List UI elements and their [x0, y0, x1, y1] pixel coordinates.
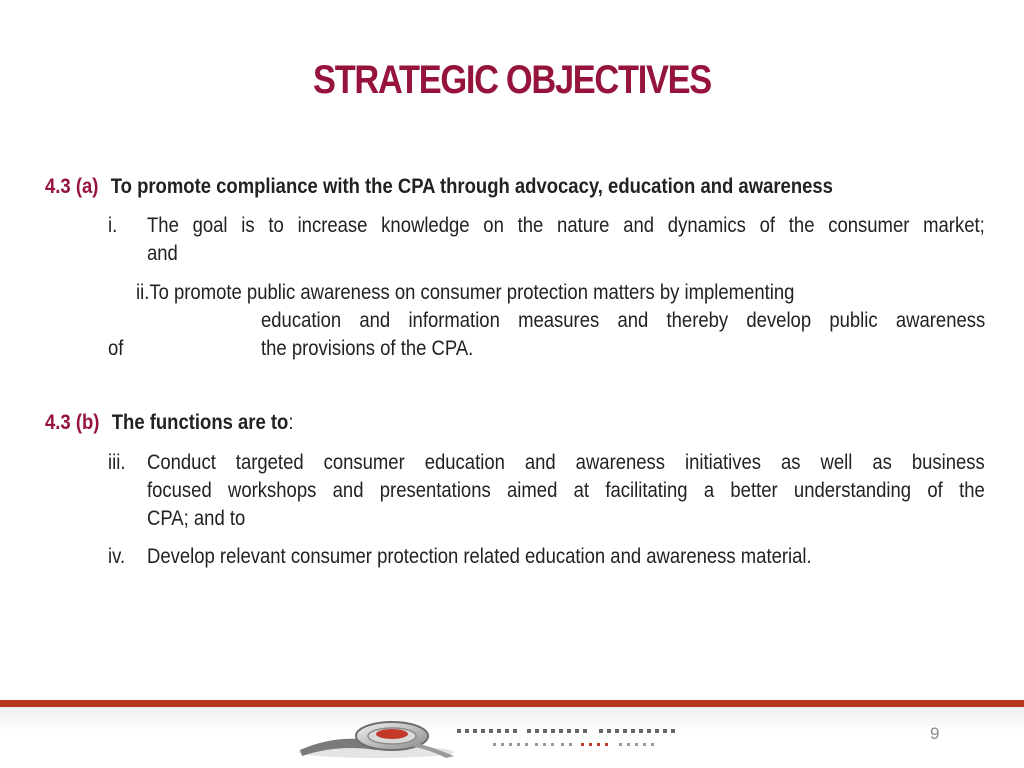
- section-a-number: 4.3 (a): [45, 175, 99, 198]
- page-number: 9: [930, 724, 940, 743]
- item-ii-line-2: education and information measures and thereby develop public awareness: [261, 309, 986, 332]
- nc-wordmark-icon: [455, 725, 710, 753]
- item-iv-marker: iv.: [108, 545, 126, 568]
- item-iv-line-1: Develop relevant consumer protection related education and awareness material.: [147, 545, 812, 568]
- section-a-heading: [45, 175, 940, 199]
- item-iii-line-1: Conduct targeted consumer education and awareness initiatives as well as business: [147, 451, 985, 474]
- item-iii-line-2: focused workshops and presentations aimed at facilitating a better understanding of the: [147, 479, 985, 502]
- nc-logo-icon: [296, 716, 456, 764]
- section-b-colon: :: [288, 411, 294, 434]
- item-iii-line-3: CPA; and to: [147, 507, 246, 530]
- item-iii-marker: iii.: [108, 451, 126, 474]
- section-b-number: 4.3 (b): [45, 411, 100, 434]
- item-i-text: [147, 212, 985, 268]
- section-b-title: The functions are to: [111, 411, 289, 434]
- item-ii-text: [136, 279, 986, 307]
- item-ii-of: of: [108, 337, 124, 360]
- item-iv-text: [147, 543, 985, 571]
- item-ii-line-3: the provisions of the CPA.: [261, 337, 474, 360]
- section-b-heading: [45, 411, 327, 435]
- item-i-line-1: The goal is to increase knowledge on the nature and dynamics of the consumer market;: [147, 214, 985, 237]
- item-i-marker: i.: [108, 214, 118, 237]
- slide-title: STRATEGIC OBJECTIVES: [313, 58, 711, 102]
- footer-accent-bar: [0, 700, 1024, 707]
- item-i-line-2: and: [147, 242, 178, 265]
- item-ii-continued: [261, 307, 985, 363]
- item-iii-text: [147, 449, 985, 533]
- item-ii-line-1: ii.To promote public awareness on consumer protection matters by implementing: [136, 281, 795, 304]
- section-a-title: To promote compliance with the CPA through advocacy, education and awareness: [110, 175, 833, 198]
